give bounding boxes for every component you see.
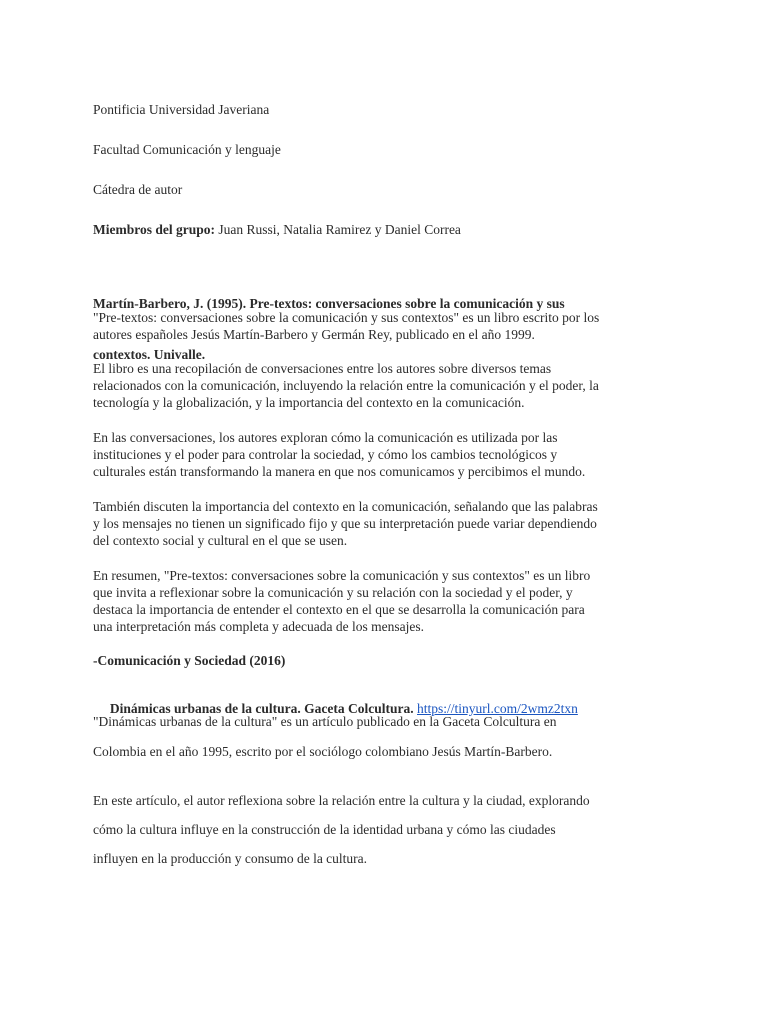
group-members	[93, 221, 461, 238]
paragraph-line: "Pre-textos: conversaciones sobre la comunicación y sus contextos" es un libro escrito por los	[93, 310, 600, 325]
paragraph-line: En resumen, "Pre-textos: conversaciones sobre la comunicación y sus contextos" es un libro	[93, 568, 591, 583]
citation-line: Martín-Barbero, J. (1995). Pre-textos: conversaciones sobre la comunicación y sus	[93, 296, 565, 311]
course-name: Cátedra de autor	[93, 182, 183, 197]
article-line: En este artículo, el autor reflexiona sobre la relación entre la cultura y la ciudad, explorando	[93, 793, 590, 808]
citation-line: contextos. Univalle.	[93, 347, 206, 362]
paragraph-line: culturales están transformando la manera en que nos comunicamos y percibimos el mundo.	[93, 464, 586, 479]
paragraph-line: También discuten la importancia del contexto en la comunicación, señalando que las palabras	[93, 499, 598, 514]
paragraph-line: que invita a reflexionar sobre la comunicación y su relación con la sociedad y el poder, y	[93, 585, 573, 600]
paragraph-line: instituciones y el poder para controlar la sociedad, y cómo los cambios tecnológicos y	[93, 447, 558, 462]
paragraph-line: tecnología y la globalización, y la importancia del contexto en la comunicación.	[93, 395, 525, 410]
article-line: "Dinámicas urbanas de la cultura" es un artículo publicado en la Gaceta Colcultura en	[93, 714, 557, 729]
citation-text: Dinámicas urbanas de la cultura. Gaceta Colcultura.	[106, 701, 414, 716]
paragraph-line: destaca la importancia de entender el contexto en el que se desarrolla la comunicación para	[93, 602, 585, 617]
paragraph-context	[93, 498, 683, 549]
paragraph-line: y los mensajes no tienen un significado fijo y que su interpretación puede variar dependiendo	[93, 516, 597, 531]
paragraph-summary	[93, 567, 683, 635]
university-name: Pontificia Universidad Javeriana	[93, 102, 270, 117]
article-line: cómo la cultura influye en la construcción de la identidad urbana y cómo las ciudades	[93, 822, 556, 837]
members-label: Miembros del grupo:	[93, 222, 215, 237]
paragraph-line: El libro es una recopilación de conversaciones entre los autores sobre diversos temas	[93, 361, 552, 376]
paragraph-compilation	[93, 360, 683, 411]
faculty-name: Facultad Comunicación y lenguaje	[93, 142, 281, 157]
paragraph-intro	[93, 309, 683, 343]
members-value: Juan Russi, Natalia Ramirez y Daniel Correa	[215, 222, 461, 237]
paragraph-line: relacionados con la comunicación, incluyendo la relación entre la comunicación y el poder, la	[93, 378, 599, 393]
article-line: Colombia en el año 1995, escrito por el sociólogo colombiano Jesús Martín-Barbero.	[93, 744, 553, 759]
section-heading: -Comunicación y Sociedad (2016)	[93, 653, 286, 668]
paragraph-line: una interpretación más completa y adecuada de los mensajes.	[93, 619, 424, 634]
paragraph-conversations	[93, 429, 683, 480]
paragraph-line: En las conversaciones, los autores exploran cómo la comunicación es utilizada por las	[93, 430, 558, 445]
citation-link[interactable]: https://tinyurl.com/2wmz2txn	[417, 701, 578, 716]
paragraph-line: del contexto social y cultural en el que se usen.	[93, 533, 348, 548]
article-line: influyen en la producción y consumo de la cultura.	[93, 851, 368, 866]
paragraph-line: autores españoles Jesús Martín-Barbero y Germán Rey, publicado en el año 1999.	[93, 327, 535, 342]
